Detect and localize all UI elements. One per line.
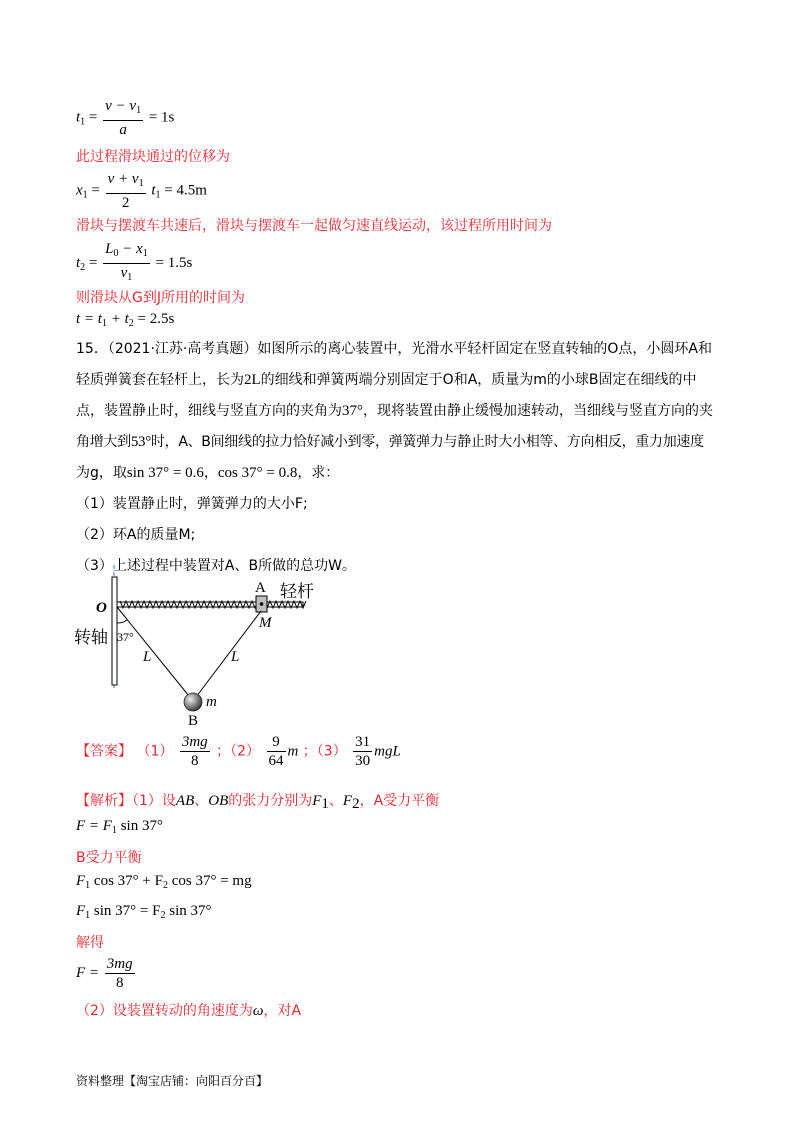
answer-line: 【答案】 （1） $\frac{3mg}{8}$ ；（2） $\frac{9}{64}$ m ；（3） $\frac{31}{30}$ mgL xyxy=(76,734,401,769)
label-o: O xyxy=(96,600,107,616)
question-1: （1）装置静止时，弹簧弹力的大小F; xyxy=(76,496,308,512)
label-a: A xyxy=(255,580,266,596)
eq-t1: $t_1$ = $\frac{v - v_1}{a}$ = 1s xyxy=(76,98,175,138)
eq-t-total: $t = t_1 + t_2 = 2.5s$ xyxy=(76,311,175,329)
problem-statement: 15．（2021·江苏·高考真题）如图所示的离心装置中，光滑水平轻杆固定在竖直转轴的O点，小圆环A和 轻质弹簧套在轻杆上，长为2L的细线和弹簧两端分别固定于O和A，质量为m的小球B固定在细线的中 点，装置静止时，细线与竖直方向的夹角为37°，现将装置由静止缓慢加速转动，当细线与竖直方向的夹 角增大到53°时，A、B间细线的拉力恰好减小到零，弹簧弹力与静止时大小相等、方向相反，重力加速度 为g，取sin 37° = 0.6，cos 37° = 0.8，求： （1）装置静止时，弹簧弹力的大小F; （2）环A的质量M; （3）上述过程中装置对A、B所做的总功W。 xyxy=(76,334,726,582)
step-text-total-time: 则滑块从G到J所用的时间为 xyxy=(76,290,245,306)
angle-arc xyxy=(117,620,127,623)
label-l-left: L xyxy=(143,649,152,665)
label-rod: 轻杆 xyxy=(280,582,314,601)
label-axis: 转轴 xyxy=(74,628,108,647)
eq-a-balance: $F = F_1$ sin 37° xyxy=(76,818,163,836)
eq-x1: $x_1$ = $\frac{v + v_1}{2}$ $t_1 = 4.5m$ xyxy=(76,171,207,211)
centrifugal-device-figure xyxy=(70,565,330,730)
label-m-mass: m xyxy=(206,694,217,710)
solve-text: 解得 xyxy=(76,935,104,951)
eq-t2: $t_2$ = $\frac{L_0 - x_1}{v_1}$ = 1.5s xyxy=(76,241,193,283)
eq-f-result: F = $\frac{3mg}{8}$ xyxy=(76,956,133,991)
analysis-tag: 【解析】 xyxy=(76,793,132,809)
answer-tag: 【答案】 xyxy=(76,743,132,760)
question-3: （3）上述过程中装置对A、B所做的总功W。 xyxy=(76,558,356,574)
analysis-intro: 【解析】（1）设AB、OB的张力分别为$F_1$、$F_2$，A受力平衡 xyxy=(76,793,440,812)
b-balance-text: B受力平衡 xyxy=(76,850,142,866)
eq-b-vertical: $F_1$ $\cos 37^\circ + F_2$ cos 37° = mg xyxy=(76,873,252,891)
label-angle: 37° xyxy=(117,630,134,644)
label-l-right: L xyxy=(231,649,240,665)
eq-b-horizontal: $F_1$ $\sin 37^\circ = F_2$ sin 37° xyxy=(76,903,212,921)
footer: 资料整理【淘宝店铺：向阳百分百】 xyxy=(76,1074,269,1088)
question-2: （2）环A的质量M; xyxy=(76,527,196,543)
part2-text: （2）设装置转动的角速度为ω，对A xyxy=(76,1003,302,1019)
label-b: B xyxy=(188,713,199,729)
string-ab xyxy=(193,611,261,701)
step-text-displacement: 此过程滑块通过的位移为 xyxy=(76,149,230,165)
step-text-uniform-motion: 滑块与摆渡车共速后，滑块与摆渡车一起做匀速直线运动，该过程所用时间为 xyxy=(76,218,552,234)
label-m-point: M xyxy=(259,615,272,631)
ball-b xyxy=(184,693,202,711)
string-ob xyxy=(117,607,193,701)
